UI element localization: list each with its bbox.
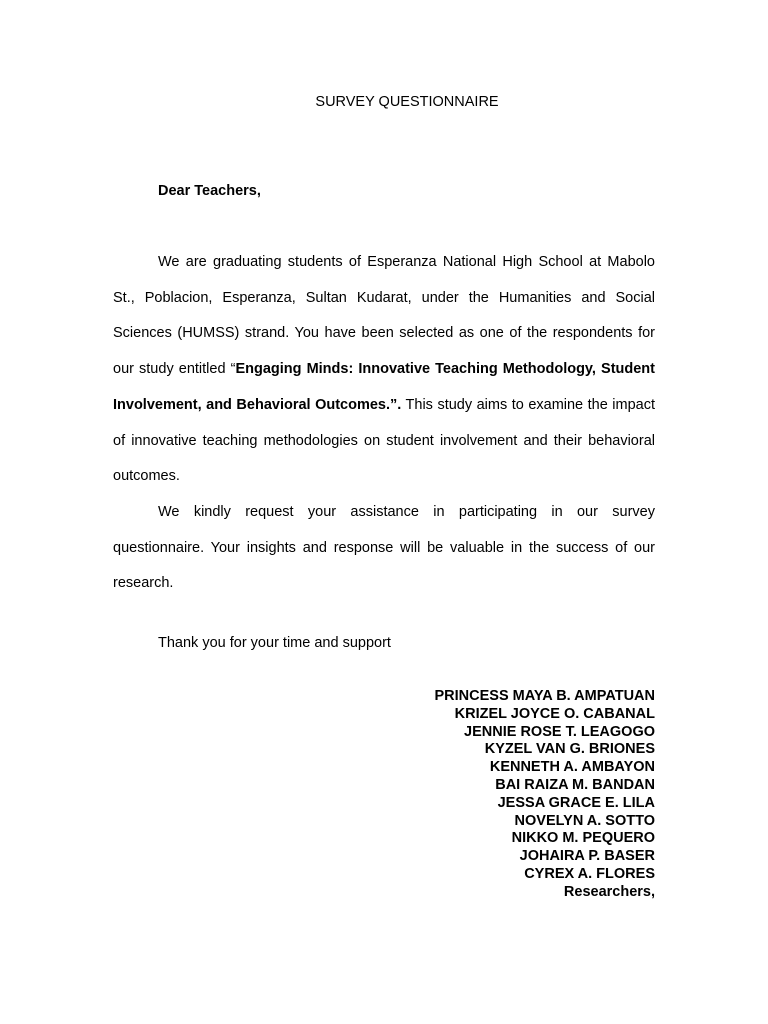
salutation: Dear Teachers, (158, 183, 261, 199)
researchers-list (435, 688, 655, 902)
researcher-name: KRIZEL JOYCE O. CABANAL (454, 705, 655, 722)
researcher-name: KENNETH A. AMBAYON (489, 759, 655, 776)
thanks-line: Thank you for your time and support (158, 635, 391, 651)
researcher-name: JESSA GRACE E. LILA (497, 794, 655, 811)
researcher-name: JENNIE ROSE T. LEAGOGO (464, 723, 655, 740)
researcher-name: PRINCESS MAYA B. AMPATUAN (434, 688, 655, 704)
intro-text: We are graduating students of Esperanza National High School at Mabolo St., Poblacion, Esperanza, Sultan Kudarat, under the Humanities and Social Sciences (HUMSS) strand. You have been selected as one of the respondents for our study entitled “ (113, 254, 655, 378)
researcher-name: NOVELYN A. SOTTO (514, 812, 655, 829)
intro-paragraph (113, 245, 655, 495)
researcher-name: BAI RAIZA M. BANDAN (495, 776, 655, 793)
document-title: SURVEY QUESTIONNAIRE (315, 94, 499, 110)
researcher-name: NIKKO M. PEQUERO (511, 830, 655, 847)
researcher-name: CYREX A. FLORES (524, 865, 655, 882)
request-paragraph: We kindly request your assistance in participating in our survey questionnaire. Your insights and response will be valuable in the success of our research. (113, 504, 655, 592)
study-title: Engaging Minds: Innovative Teaching Methodology, Student Involvement, and Behavioral Outcomes.”. (113, 361, 655, 413)
intro-rest-text: This study aims to examine the impact of innovative teaching methodologies on student involvement and their behavioral outcomes. (113, 396, 655, 485)
signoff: Researchers, (563, 883, 655, 900)
researcher-name: JOHAIRA P. BASER (519, 848, 655, 865)
researcher-name: KYZEL VAN G. BRIONES (484, 741, 655, 758)
